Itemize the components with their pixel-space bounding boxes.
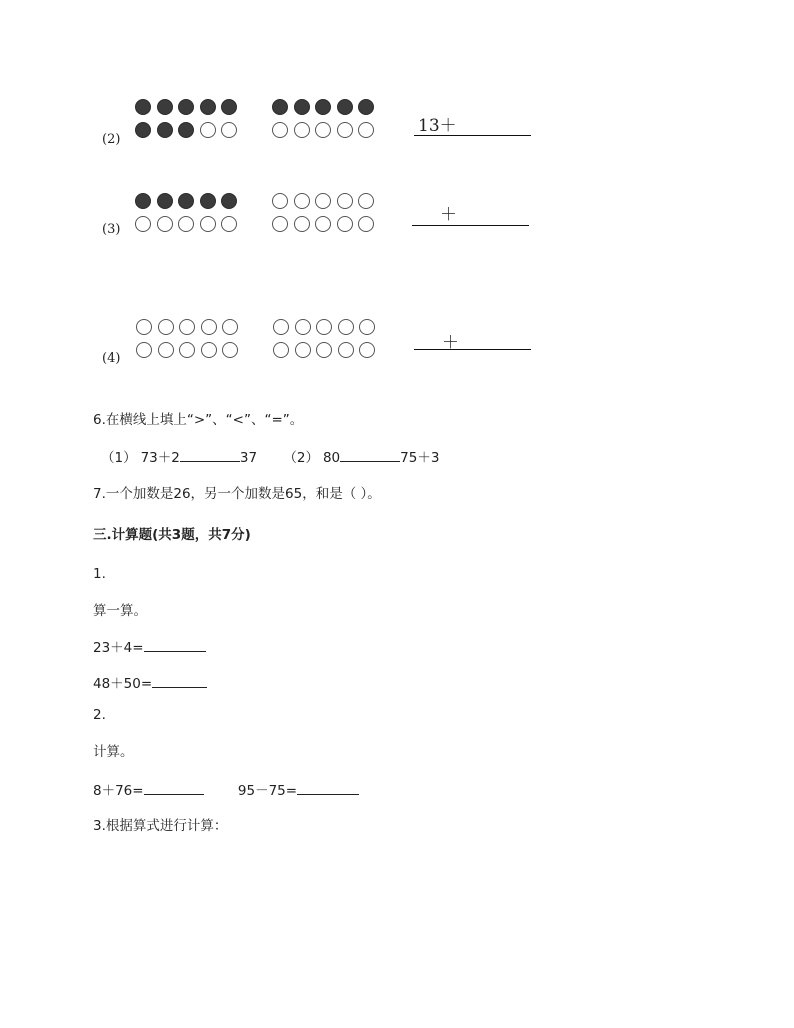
filled-circle (221, 193, 237, 209)
answer-line (414, 349, 531, 350)
empty-circle (338, 342, 354, 358)
answer-line (414, 135, 531, 136)
filled-circle (157, 122, 173, 138)
calc-2-line (93, 779, 359, 799)
empty-circle (315, 193, 331, 209)
empty-circle (135, 216, 151, 232)
empty-circle (158, 319, 174, 335)
empty-circle (201, 342, 217, 358)
filled-circle (337, 99, 353, 115)
empty-circle (315, 122, 331, 138)
item-1-right: 37 (239, 450, 258, 466)
empty-circle (201, 319, 217, 335)
expression: 48＋50= (93, 676, 153, 692)
expression-right: 95－75= (237, 783, 298, 799)
empty-circle (273, 319, 289, 335)
empty-circle (358, 216, 374, 232)
calc-1-number: 1. (93, 566, 106, 582)
calc-2-number: 2. (93, 707, 106, 723)
answer-blank[interactable] (152, 675, 207, 688)
empty-circle (179, 319, 195, 335)
problem-label: (2) (102, 132, 121, 147)
empty-circle (294, 122, 310, 138)
answer-prefix: 13＋ (418, 116, 457, 136)
answer-prefix: ＋ (442, 333, 459, 353)
filled-circle (157, 99, 173, 115)
filled-circle (178, 193, 194, 209)
answer-blank[interactable] (144, 639, 206, 652)
item-1-left: 73＋2 (140, 450, 180, 466)
empty-circle (295, 319, 311, 335)
empty-circle (337, 122, 353, 138)
filled-circle (157, 193, 173, 209)
filled-circle (135, 99, 151, 115)
filled-circle (135, 193, 151, 209)
item-2-blank[interactable] (340, 449, 400, 462)
empty-circle (221, 216, 237, 232)
empty-circle (178, 216, 194, 232)
filled-circle (221, 99, 237, 115)
item-1-label: （1） (101, 450, 137, 466)
answer-blank-right[interactable] (297, 782, 359, 795)
empty-circle (337, 216, 353, 232)
problem-label: (4) (102, 351, 121, 366)
section-3-title: 三.计算题(共3题，共7分) (93, 527, 251, 543)
calc-1-instruction: 算一算。 (93, 603, 147, 619)
expression: 23＋4= (93, 640, 144, 656)
question-6-title: 6.在横线上填上“>”、“<”、“=”。 (93, 412, 304, 428)
empty-circle (221, 122, 237, 138)
empty-circle (273, 342, 289, 358)
empty-circle (200, 122, 216, 138)
filled-circle (178, 122, 194, 138)
filled-circle (272, 99, 288, 115)
item-2-left: 80 (322, 450, 341, 466)
problem-label: (3) (102, 222, 121, 237)
calc-2-instruction: 计算。 (93, 744, 134, 760)
empty-circle (338, 319, 354, 335)
empty-circle (272, 216, 288, 232)
question-7: 7.一个加数是26，另一个加数是65，和是（ ）。 (93, 486, 381, 502)
empty-circle (358, 193, 374, 209)
filled-circle (358, 99, 374, 115)
empty-circle (316, 342, 332, 358)
answer-blank-left[interactable] (144, 782, 204, 795)
empty-circle (179, 342, 195, 358)
calc-3-title: 3.根据算式进行计算： (93, 818, 228, 834)
question-6-items (101, 446, 439, 466)
answer-prefix: ＋ (440, 205, 457, 225)
calc-1-line-1 (93, 636, 206, 656)
filled-circle (178, 99, 194, 115)
filled-circle (200, 99, 216, 115)
empty-circle (294, 193, 310, 209)
answer-line (412, 225, 529, 226)
empty-circle (316, 319, 332, 335)
empty-circle (222, 319, 238, 335)
expression-left: 8＋76= (93, 783, 144, 799)
filled-circle (200, 193, 216, 209)
empty-circle (136, 319, 152, 335)
empty-circle (200, 216, 216, 232)
calc-1-line-2 (93, 672, 207, 692)
empty-circle (158, 342, 174, 358)
item-1-blank[interactable] (180, 449, 240, 462)
filled-circle (315, 99, 331, 115)
empty-circle (157, 216, 173, 232)
filled-circle (135, 122, 151, 138)
empty-circle (315, 216, 331, 232)
empty-circle (358, 122, 374, 138)
empty-circle (222, 342, 238, 358)
item-2-right: 75＋3 (400, 450, 440, 466)
empty-circle (272, 122, 288, 138)
item-2-label: （2） (283, 450, 319, 466)
empty-circle (136, 342, 152, 358)
empty-circle (359, 342, 375, 358)
empty-circle (359, 319, 375, 335)
empty-circle (337, 193, 353, 209)
empty-circle (295, 342, 311, 358)
empty-circle (272, 193, 288, 209)
filled-circle (294, 99, 310, 115)
empty-circle (294, 216, 310, 232)
